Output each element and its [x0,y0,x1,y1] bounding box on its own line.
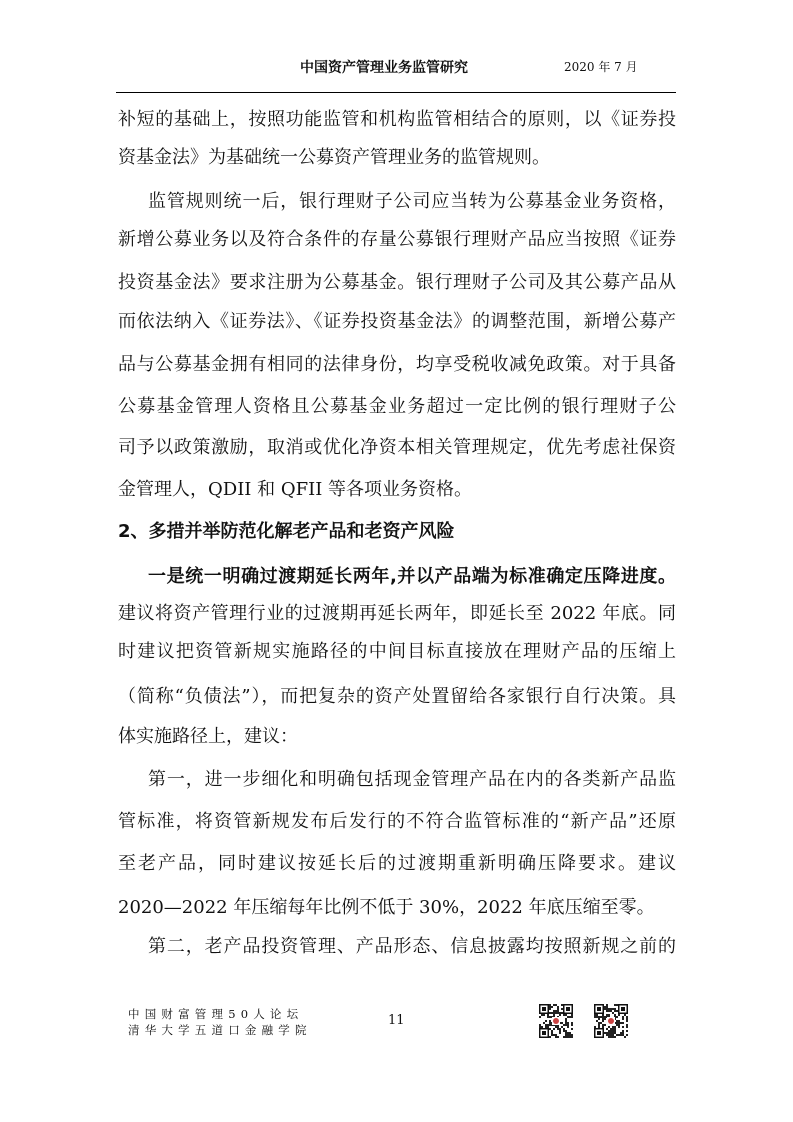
body-line: 管标准，将资管新规发布后发行的不符合监管标准的“新产品”还原 [118,811,676,832]
body-line: 投资基金法》要求注册为公募基金。银行理财子公司及其公募产品从 [118,272,676,293]
body-line: 建议将资产管理行业的过渡期再延长两年，即延长至 2022 年底。同 [118,603,676,624]
body-line: 司予以政策激励，取消或优化净资本相关管理规定，优先考虑社保资 [118,437,676,458]
body-line: 2020—2022 年压缩每年比例不低于 30%，2022 年底压缩至零。 [118,897,655,918]
body-line: 公募基金管理人资格且公募基金业务超过一定比例的银行理财子公 [118,396,676,417]
body-line: 而依法纳入《证券法》、《证券投资基金法》的调整范围，新增公募产 [118,311,676,332]
qr-code-icon [539,1004,573,1038]
header-date: 2020 年 7 月 [564,60,638,74]
header-title: 中国资产管理业务监管研究 [300,60,468,76]
body-line: 第一，进一步细化和明确包括现金管理产品在内的各类新产品监 [148,769,676,790]
body-line: 补短的基础上，按照功能监管和机构监管相结合的原则，以《证券投 [118,109,676,130]
header-divider [116,92,676,93]
qr-code-icon [594,1004,628,1038]
body-line: 至老产品，同时建议按延长后的过渡期重新明确压降要求。建议 [118,853,676,874]
body-line: 体实施路径上，建议： [118,726,298,747]
body-line: 品与公募基金拥有相同的法律身份，均享受税收减免政策。对于具备 [118,354,676,375]
footer-org-forum: 中国财富管理50人论坛 [128,1007,304,1021]
body-line: （简称“负债法”），而把复杂的资产处置留给各家银行自行决策。具 [118,686,676,707]
page-number: 11 [388,1013,405,1028]
body-line: 新增公募业务以及符合条件的存量公募银行理财产品应当按照《证券 [118,229,676,250]
body-line: 资基金法》为基础统一公募资产管理业务的监管规则。 [118,147,550,168]
body-line: 时建议把资管新规实施路径的中间目标直接放在理财产品的压缩上 [118,641,676,662]
body-line: 监管规则统一后，银行理财子公司应当转为公募基金业务资格， [148,191,676,212]
body-line: 金管理人，QDII 和 QFII 等各项业务资格。 [118,479,473,500]
bold-lead-sentence: 一是统一明确过渡期延长两年,并以产品端为标准确定压降进度。 [148,566,676,587]
footer-org-school: 清华大学五道口金融学院 [128,1023,312,1037]
section-heading: 2、多措并举防范化解老产品和老资产风险 [118,521,455,542]
body-line: 第二，老产品投资管理、产品形态、信息披露均按照新规之前的 [148,936,676,957]
